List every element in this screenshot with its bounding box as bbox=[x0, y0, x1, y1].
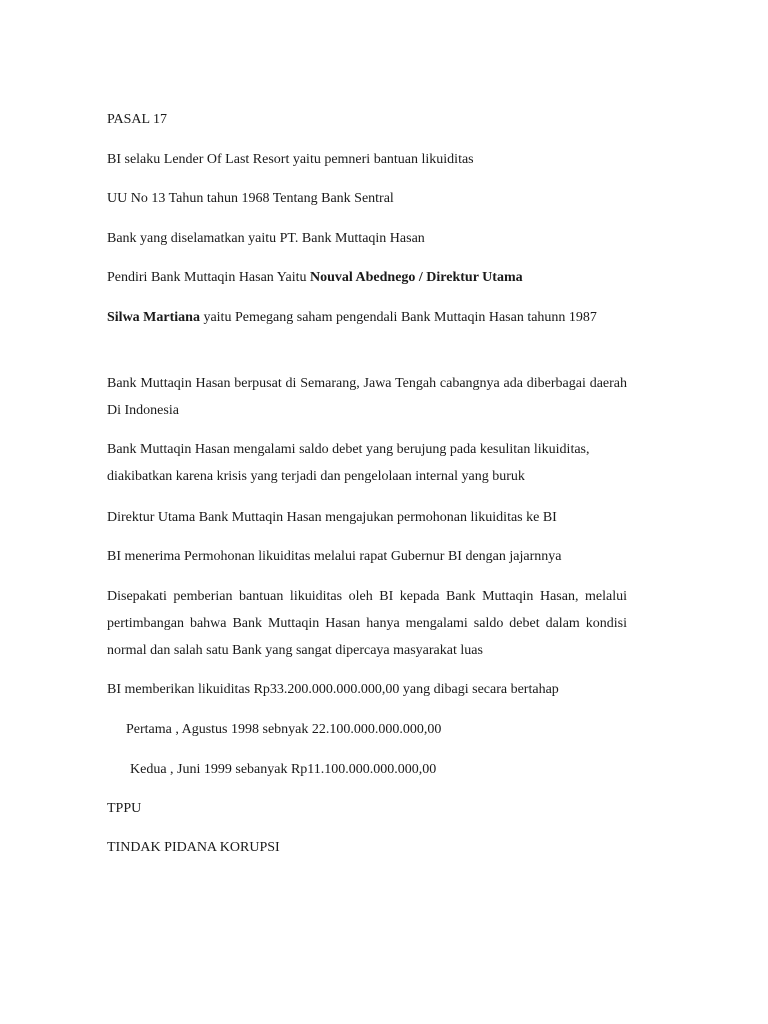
paragraph-acceptance: BI menerima Permohonan likuiditas melalui rapat Gubernur BI dengan jajarnnya bbox=[107, 549, 562, 564]
paragraph-liquidity-amount: BI memberikan likuiditas Rp33.200.000.000.000,00 yang dibagi secara bertahap bbox=[107, 682, 559, 697]
paragraph-liquidity-difficulty: Bank Muttaqin Hasan mengalami saldo debet yang berujung pada kesulitan likuiditas, diakibatkan karena krisis yang terjadi dan pengelolaan internal yang buruk bbox=[107, 442, 590, 484]
founder-prefix: Pendiri Bank Muttaqin Hasan Yaitu bbox=[107, 270, 310, 285]
installment-second: Kedua , Juni 1999 sebanyak Rp11.100.000.000.000,00 bbox=[130, 762, 437, 777]
founder-name: Nouval Abednego / Direktur Utama bbox=[310, 270, 523, 285]
installment-first: Pertama , Agustus 1998 sebnyak 22.100.000.000.000,00 bbox=[126, 722, 442, 737]
heading-corruption: TINDAK PIDANA KORUPSI bbox=[107, 840, 280, 855]
paragraph-headquarters: Bank Muttaqin Hasan berpusat di Semarang, Jawa Tengah cabangnya ada diberbagai daerah Di Indonesia bbox=[107, 376, 627, 418]
paragraph-lender-of-last-resort: BI selaku Lender Of Last Resort yaitu pemneri bantuan likuiditas bbox=[107, 152, 474, 167]
shareholder-name: Silwa Martiana bbox=[107, 310, 200, 325]
shareholder-desc: yaitu Pemegang saham pengendali Bank Muttaqin Hasan tahunn 1987 bbox=[199, 310, 597, 325]
heading-tppu: TPPU bbox=[107, 801, 142, 816]
paragraph-rescued-bank: Bank yang diselamatkan yaitu PT. Bank Muttaqin Hasan bbox=[107, 231, 425, 246]
paragraph-agreement: Disepakati pemberian bantuan likuiditas oleh BI kepada Bank Muttaqin Hasan, melalui pertimbangan bahwa Bank Muttaqin Hasan hanya mengalami saldo debet dalam kondisi normal dan salah satu Bank yang sangat dipercaya masyarakat luas bbox=[107, 589, 627, 658]
paragraph-application: Direktur Utama Bank Muttaqin Hasan mengajukan permohonan likuiditas ke BI bbox=[107, 510, 557, 525]
article-heading: PASAL 17 bbox=[107, 112, 168, 127]
paragraph-shareholder bbox=[107, 304, 627, 331]
paragraph-founder bbox=[107, 264, 627, 291]
paragraph-law-reference: UU No 13 Tahun tahun 1968 Tentang Bank Sentral bbox=[107, 191, 394, 206]
